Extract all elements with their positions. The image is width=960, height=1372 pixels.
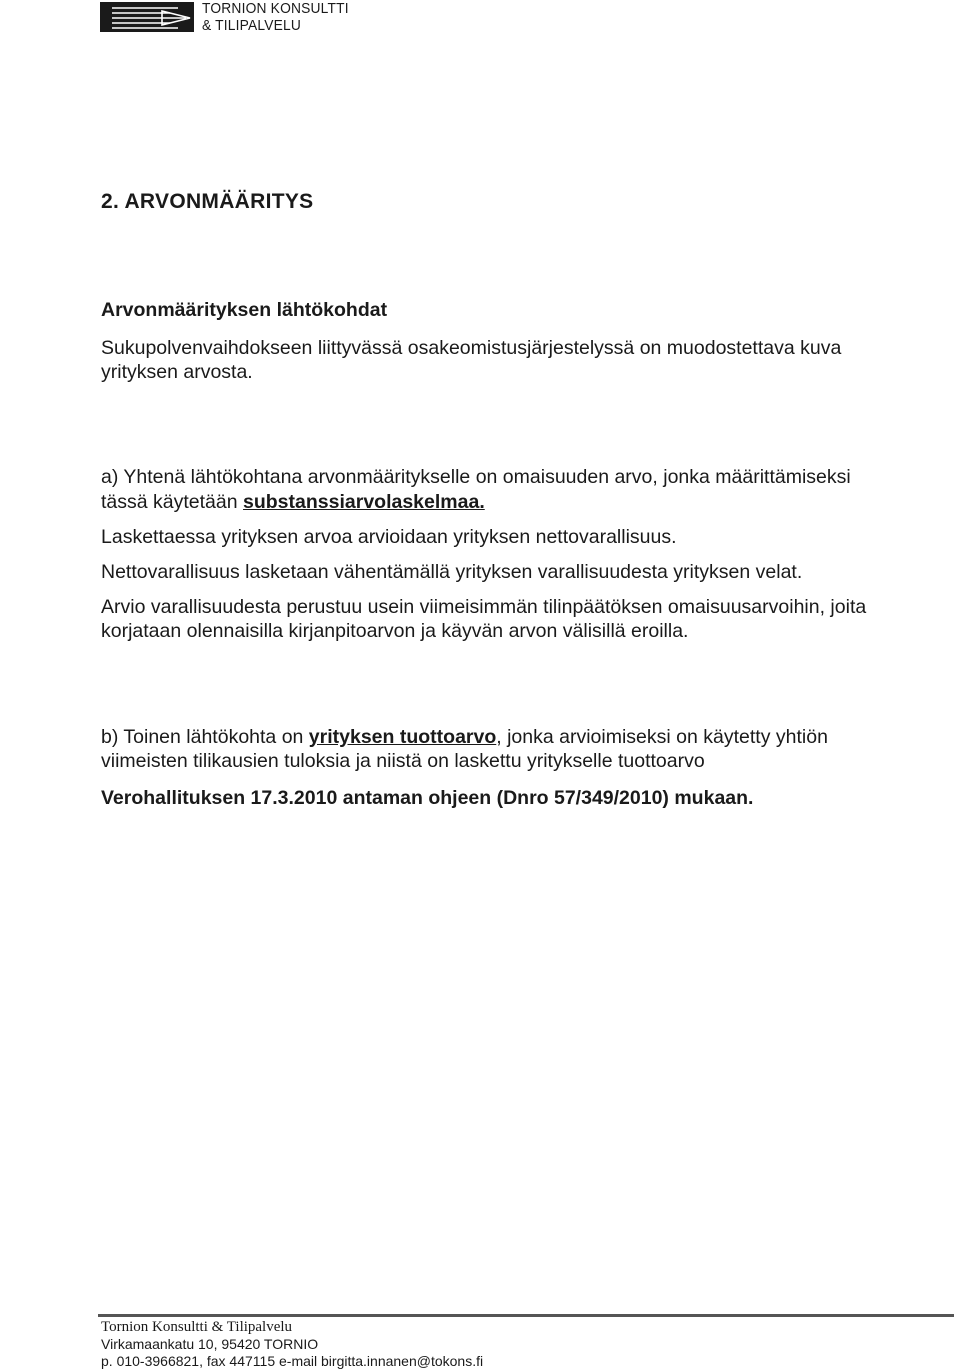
- footer-contact: p. 010-3966821, fax 447115 e-mail birgitta.innanen@tokons.fi: [101, 1353, 484, 1369]
- paragraph-b-line-3: Verohallituksen 17.3.2010 antaman ohjeen (Dnro 57/349/2010) mukaan.: [101, 787, 754, 809]
- company-logo-mark-icon: [100, 2, 194, 32]
- paragraph-a-line-5: Arvio varallisuudesta perustuu usein viimeisimmän tilinpäätöksen omaisuusarvoihin, joita: [101, 596, 867, 618]
- footer-company: Tornion Konsultti & Tilipalvelu: [101, 1319, 293, 1335]
- footer-divider: [98, 1314, 954, 1317]
- paragraph-b-line-1-suffix: , jonka arvioimiseksi on käytetty yhtiön: [496, 726, 828, 748]
- company-logo: [100, 0, 350, 36]
- paragraph-a-line-4: Nettovarallisuus lasketaan vähentämällä yrityksen varallisuudesta yrityksen velat.: [101, 561, 803, 583]
- company-logo-wordmark: [202, 0, 349, 34]
- footer-address: Virkamaankatu 10, 95420 TORNIO: [101, 1336, 319, 1352]
- earnings-value-term: yrityksen tuottoarvo: [308, 726, 497, 748]
- paragraph-a-line-3: Laskettaessa yrityksen arvoa arvioidaan yrityksen nettovarallisuus.: [101, 526, 677, 548]
- logo-line-1: TORNION KONSULTTI: [202, 0, 349, 17]
- paragraph-a-line-2-text: tässä käytetään: [101, 491, 244, 513]
- section-title: 2. ARVONMÄÄRITYS: [101, 190, 314, 213]
- intro-line-2: yrityksen arvosta.: [101, 361, 253, 383]
- paragraph-b-line-1: [101, 725, 828, 749]
- paragraph-a-line-1: a) Yhtenä lähtökohtana arvonmääritykselle on omaisuuden arvo, jonka määrittämiseksi: [101, 466, 851, 488]
- intro-line-1: Sukupolvenvaihdokseen liittyvässä osakeomistusjärjestelyssä on muodostettava kuva: [101, 337, 842, 359]
- logo-line-2: & TILIPALVELU: [202, 17, 302, 34]
- substance-value-term: substanssiarvolaskelmaa.: [243, 491, 485, 513]
- paragraph-a-line-2: [101, 490, 485, 514]
- paragraph-b-line-2: viimeisten tilikausien tuloksia ja niistä on laskettu yritykselle tuottoarvo: [101, 750, 705, 772]
- paragraph-a-line-6: korjataan olennaisilla kirjanpitoarvon ja käyvän arvon välisillä eroilla.: [101, 620, 689, 642]
- section-subtitle: Arvonmäärityksen lähtökohdat: [101, 299, 388, 321]
- paragraph-b-line-1-prefix: b) Toinen lähtökohta on: [101, 726, 309, 748]
